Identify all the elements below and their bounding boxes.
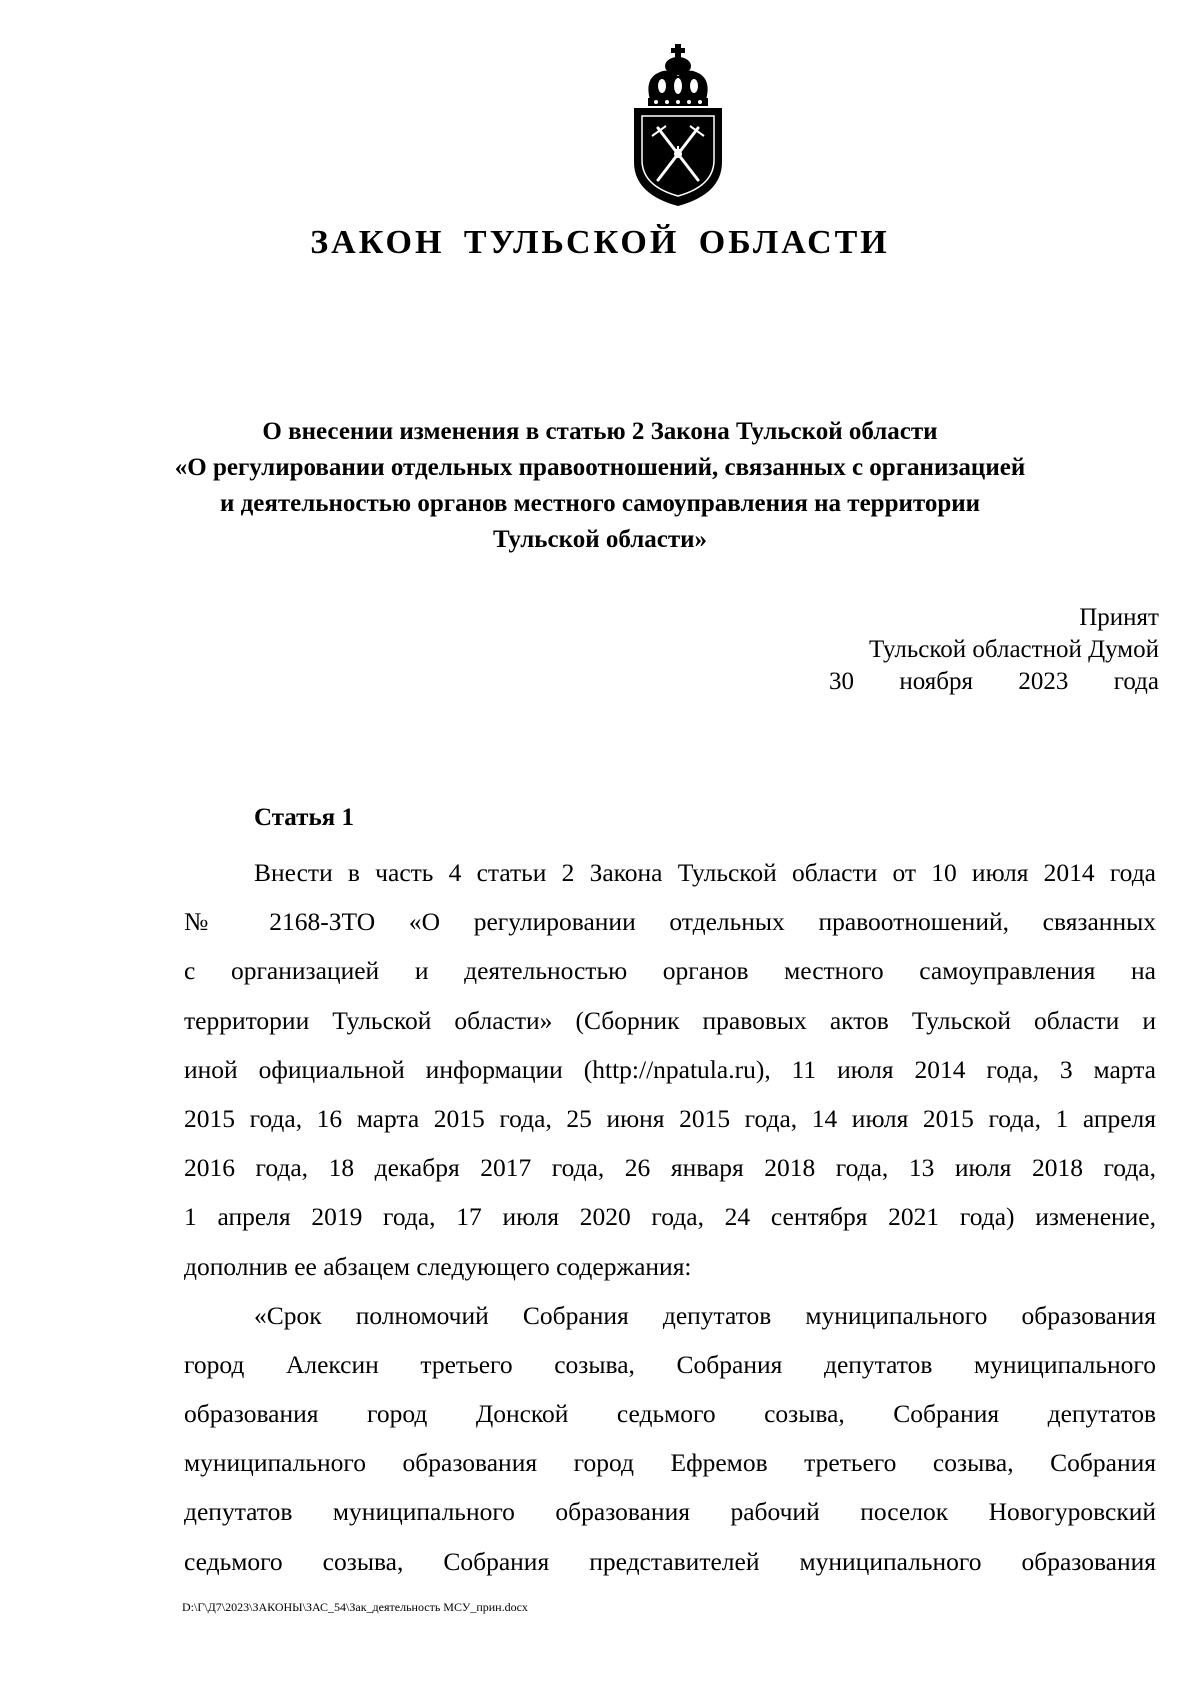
adoption-label: Принят [1079, 604, 1159, 631]
paragraph-line: № 2168-ЗТО «О регулировании отдельных правоотношений, связанных [184, 907, 1156, 937]
quote-line: образования город Донской седьмого созыва, Собрания депутатов [184, 1399, 1156, 1429]
adoption-year: 2023 [1018, 668, 1069, 695]
adoption-day: 30 [829, 668, 854, 695]
quote-line: муниципального образования город Ефремов третьего созыва, Собрания [184, 1448, 1156, 1478]
paragraph-line: 1 апреля 2019 года, 17 июля 2020 года, 24 сентября 2021 года) изменение, [184, 1202, 1156, 1232]
file-path-footer: D:\Г\Д7\2023\ЗАКОНЫ\ЗАС_54\Зак_деятельность МСУ_прин.docx [182, 1600, 528, 1614]
paragraph-line: 2015 года, 16 марта 2015 года, 25 июня 2015 года, 14 июля 2015 года, 1 апреля [184, 1103, 1156, 1133]
heading-line: Тульской области» [492, 526, 708, 553]
heading-line: «О регулировании отдельных правоотношений, связанных с организацией [174, 454, 1026, 481]
adoption-date [829, 666, 1159, 698]
law-title: ЗАКОН ТУЛЬСКОЙ ОБЛАСТИ [310, 224, 890, 261]
quote-line: город Алексин третьего созыва, Собрания депутатов муниципального [184, 1349, 1156, 1379]
paragraph-line: территории Тульской области» (Сборник правовых актов Тульской области и [184, 1005, 1156, 1035]
tula-coat-of-arms-icon [624, 42, 732, 208]
article-title: Статья 1 [254, 804, 354, 831]
paragraph-line: иной официальной информации (http://npatula.ru), 11 июля 2014 года, 3 марта [184, 1054, 1156, 1084]
quote-line: седьмого созыва, Собрания представителей муниципального образования [184, 1546, 1156, 1576]
adoption-month: ноября [899, 668, 973, 695]
heading-line: и деятельностью органов местного самоуправления на территории [219, 490, 981, 517]
adoption-year-word: года [1113, 668, 1159, 695]
heading-line: О внесении изменения в статью 2 Закона Тульской области [262, 418, 938, 445]
quote-line: депутатов муниципального образования рабочий поселок Новогуровский [184, 1497, 1156, 1527]
adoption-block [829, 602, 1159, 698]
article-body [184, 848, 1156, 1586]
paragraph-line: Внести в часть 4 статьи 2 Закона Тульской области от 10 июля 2014 года [254, 858, 1156, 887]
paragraph-line: с организацией и деятельностью органов местного самоуправления на [184, 956, 1156, 986]
paragraph-line: 2016 года, 18 декабря 2017 года, 26 января 2018 года, 13 июля 2018 года, [184, 1153, 1156, 1183]
adoption-body: Тульской областной Думой [868, 636, 1159, 663]
document-heading [150, 414, 1050, 558]
quote-line: «Срок полномочий Собрания депутатов муниципального образования [254, 1300, 1156, 1330]
paragraph-line: дополнив ее абзацем следующего содержания: [184, 1251, 692, 1281]
